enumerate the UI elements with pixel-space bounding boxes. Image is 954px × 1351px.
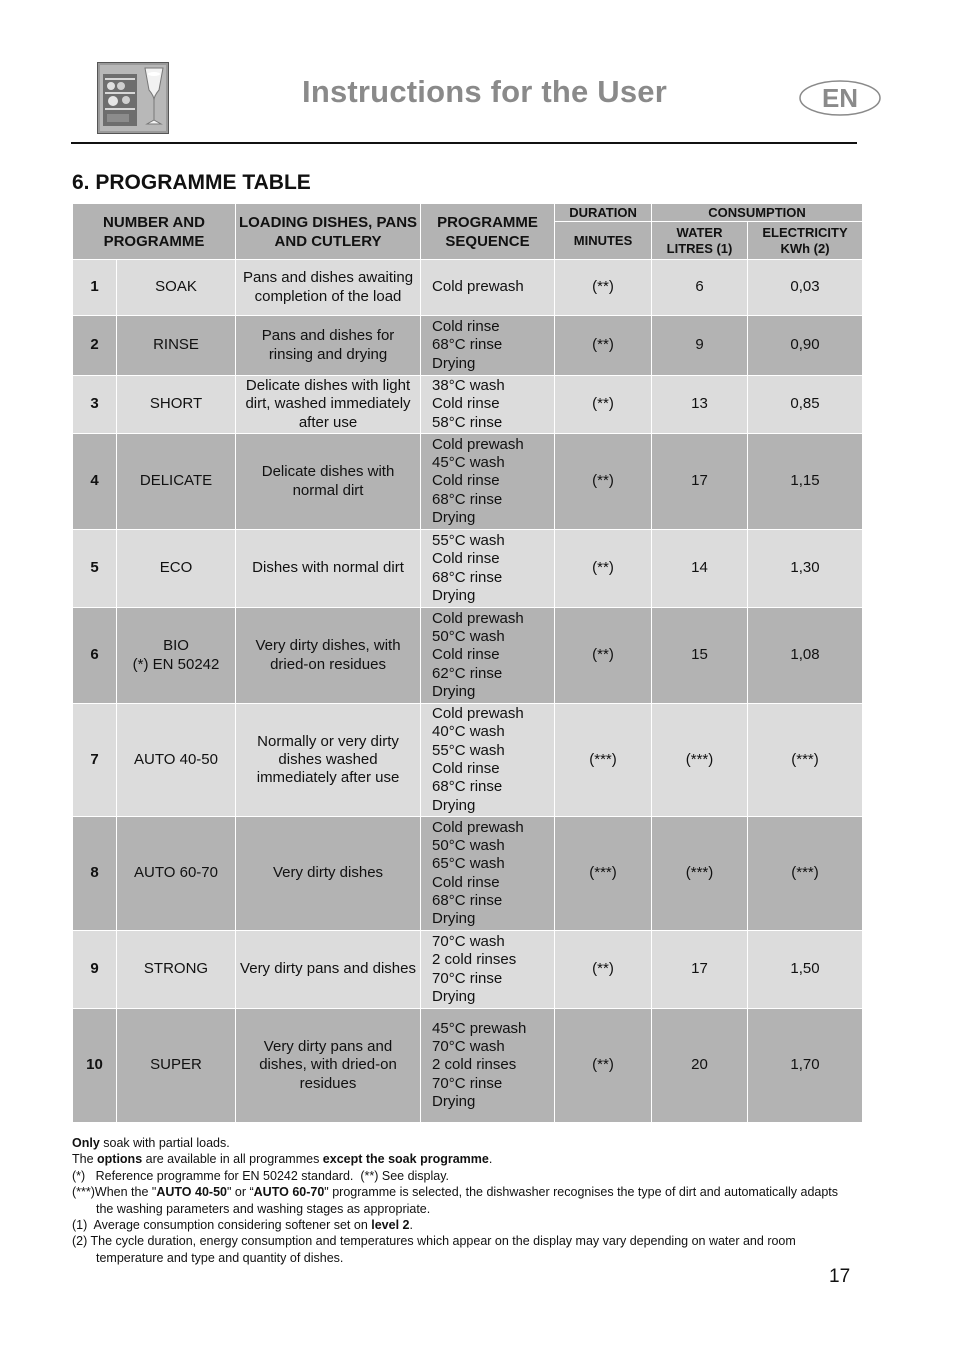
programme-sequence xyxy=(421,817,555,931)
programme-name-line: AUTO 60-70 xyxy=(134,864,218,882)
note-variation: (2) The cycle duration, energy consumption and temperatures which appear on the display may vary depending on water and room temperature and type and quantity of dishes. xyxy=(72,1234,796,1265)
note-options xyxy=(72,1151,852,1167)
note-auto-d: AUTO 60-70 xyxy=(253,1185,325,1200)
programme-name-line: SUPER xyxy=(150,1056,202,1074)
programme-sequence xyxy=(421,530,555,608)
water-consumption: 14 xyxy=(652,530,748,608)
sequence-step: Cold rinse xyxy=(432,873,500,891)
programme-name xyxy=(117,817,236,931)
programme-sequence xyxy=(421,260,555,316)
programme-name xyxy=(117,316,236,376)
programme-number: 7 xyxy=(73,704,117,817)
sequence-step: Drying xyxy=(432,508,476,526)
programme-name-line: STRONG xyxy=(143,960,209,978)
table-row xyxy=(73,434,863,530)
programme-name xyxy=(117,530,236,608)
sequence-step: Cold prewash xyxy=(432,435,524,453)
note-auto xyxy=(72,1184,852,1217)
programme-name-line: AUTO 40-50 xyxy=(134,750,218,768)
programme-sequence xyxy=(421,1009,555,1123)
note-reference: (*) Reference programme for EN 50242 standard. (**) See display. xyxy=(72,1168,450,1183)
header-sequence: PROGRAMME SEQUENCE xyxy=(421,204,555,260)
sequence-step: 45°C prewash xyxy=(432,1019,527,1037)
language-badge xyxy=(799,80,881,116)
sequence-step: Drying xyxy=(432,682,476,700)
header-electricity-line1: ELECTRICITY xyxy=(762,224,848,240)
sequence-step: 55°C wash xyxy=(432,531,505,549)
electricity-consumption: 0,03 xyxy=(748,260,863,316)
programme-sequence xyxy=(421,704,555,817)
note-soak-bold: Only xyxy=(72,1136,100,1150)
programme-name-line: BIO xyxy=(163,637,189,655)
programme-table xyxy=(72,203,863,1123)
sequence-step: 68°C rinse xyxy=(432,336,503,354)
duration-minutes: (***) xyxy=(555,704,652,817)
dishwasher-glass-icon xyxy=(97,62,169,134)
sequence-step: 62°C rinse xyxy=(432,664,503,682)
page-number: 17 xyxy=(829,1266,851,1287)
table-row xyxy=(73,530,863,608)
programme-number: 3 xyxy=(73,376,117,434)
table-row xyxy=(73,376,863,434)
sequence-step: 38°C wash xyxy=(432,377,505,395)
duration-minutes: (**) xyxy=(555,434,652,530)
sequence-step: 70°C rinse xyxy=(432,969,503,987)
duration-minutes: (***) xyxy=(555,817,652,931)
water-consumption: (***) xyxy=(652,704,748,817)
electricity-consumption: 1,08 xyxy=(748,608,863,704)
note-average-a: (1) Average consumption considering softener set on xyxy=(72,1218,372,1233)
note-options-e: . xyxy=(488,1152,493,1167)
note-options-c: are available in all programmes xyxy=(142,1152,323,1167)
sequence-step: 2 cold rinses xyxy=(432,1056,517,1074)
programme-sequence xyxy=(421,376,555,434)
sequence-step: Cold prewash xyxy=(432,705,524,723)
electricity-consumption: 1,50 xyxy=(748,931,863,1009)
water-consumption: 9 xyxy=(652,316,748,376)
note-auto-e: " programme is selected, the dishwasher recognises the type of dirt and automatically adapts the washing parameters and washing stages as appropriate. xyxy=(96,1185,839,1216)
duration-minutes: (**) xyxy=(555,376,652,434)
water-consumption: (***) xyxy=(652,817,748,931)
programme-name-line: DELICATE xyxy=(139,472,213,490)
programme-number: 1 xyxy=(73,260,117,316)
water-consumption: 17 xyxy=(652,434,748,530)
water-consumption: 20 xyxy=(652,1009,748,1123)
sequence-step: Drying xyxy=(432,1092,476,1110)
header-water xyxy=(652,222,748,260)
sequence-step: 65°C wash xyxy=(432,855,505,873)
sequence-step: 50°C wash xyxy=(432,628,505,646)
electricity-consumption: 0,85 xyxy=(748,376,863,434)
programme-number: 9 xyxy=(73,931,117,1009)
sequence-step: 45°C wash xyxy=(432,454,505,472)
note-options-a: The xyxy=(72,1152,98,1167)
electricity-consumption: 1,30 xyxy=(748,530,863,608)
sequence-step: 68°C rinse xyxy=(432,568,503,586)
sequence-step: 68°C rinse xyxy=(432,891,503,909)
sequence-step: 2 cold rinses xyxy=(432,951,517,969)
programme-number: 6 xyxy=(73,608,117,704)
loading-description: Normally or very dirty dishes washed immediately after use xyxy=(236,704,421,817)
loading-description: Dishes with normal dirt xyxy=(236,530,421,608)
programme-number: 2 xyxy=(73,316,117,376)
sequence-step: 70°C wash xyxy=(432,932,505,950)
note-soak-text: soak with partial loads. xyxy=(99,1136,230,1150)
table-row xyxy=(73,260,863,316)
sequence-step: Cold prewash xyxy=(432,609,524,627)
electricity-consumption: 1,70 xyxy=(748,1009,863,1123)
programme-number: 4 xyxy=(73,434,117,530)
programme-name xyxy=(117,1009,236,1123)
note-average-b: level 2 xyxy=(371,1218,410,1233)
sequence-step: Drying xyxy=(432,796,476,814)
sequence-step: 70°C rinse xyxy=(432,1074,503,1092)
programme-name-line: ECO xyxy=(159,559,193,577)
sequence-step: Drying xyxy=(432,910,476,928)
table-row xyxy=(73,316,863,376)
programme-name-line: (*) EN 50242 xyxy=(132,655,220,673)
sequence-step: 70°C wash xyxy=(432,1038,505,1056)
programme-name xyxy=(117,931,236,1009)
sequence-step: 55°C wash xyxy=(432,741,505,759)
note-average xyxy=(72,1217,852,1233)
header-water-line1: WATER xyxy=(676,224,723,240)
footnotes xyxy=(72,1135,852,1266)
sequence-step: 40°C wash xyxy=(432,723,505,741)
header-water-line2: LITRES (1) xyxy=(666,240,733,256)
sequence-step: Cold rinse xyxy=(432,472,500,490)
water-consumption: 6 xyxy=(652,260,748,316)
note-options-b: options xyxy=(97,1152,143,1167)
sequence-step: Drying xyxy=(432,354,476,372)
duration-minutes: (**) xyxy=(555,530,652,608)
duration-minutes: (**) xyxy=(555,1009,652,1123)
electricity-consumption: (***) xyxy=(748,817,863,931)
sequence-step: Drying xyxy=(432,987,476,1005)
page-title: Instructions for the User xyxy=(302,74,667,109)
electricity-consumption: 1,15 xyxy=(748,434,863,530)
programme-sequence xyxy=(421,931,555,1009)
section-heading: 6. PROGRAMME TABLE xyxy=(72,171,311,194)
header-divider xyxy=(71,142,857,144)
programme-sequence xyxy=(421,608,555,704)
sequence-step: Cold prewash xyxy=(432,818,524,836)
electricity-consumption: (***) xyxy=(748,704,863,817)
duration-minutes: (**) xyxy=(555,608,652,704)
sequence-step: Cold prewash xyxy=(432,278,524,296)
duration-minutes: (**) xyxy=(555,316,652,376)
sequence-step: Cold rinse xyxy=(432,760,500,777)
loading-description: Delicate dishes with normal dirt xyxy=(236,434,421,530)
sequence-step: 68°C rinse xyxy=(432,778,503,796)
header-number-and-programme: NUMBER AND PROGRAMME xyxy=(73,204,236,260)
programme-name-line: SHORT xyxy=(149,395,203,413)
loading-description: Pans and dishes for rinsing and drying xyxy=(236,316,421,376)
language-badge-text: EN xyxy=(821,83,859,113)
programme-name xyxy=(117,608,236,704)
water-consumption: 15 xyxy=(652,608,748,704)
sequence-step: 50°C wash xyxy=(432,836,505,854)
programme-name xyxy=(117,376,236,434)
sequence-step: Cold rinse xyxy=(432,395,500,413)
loading-description: Very dirty dishes xyxy=(236,817,421,931)
header-minutes: MINUTES xyxy=(555,222,652,260)
sequence-step: Drying xyxy=(432,586,476,604)
programme-name-line: SOAK xyxy=(155,278,197,296)
header-electricity-line2: KWh (2) xyxy=(780,240,830,256)
programme-number: 10 xyxy=(73,1009,117,1123)
programme-number: 8 xyxy=(73,817,117,931)
table-row xyxy=(73,608,863,704)
table-row xyxy=(73,1009,863,1123)
sequence-step: Cold rinse xyxy=(432,646,500,664)
sequence-step: 68°C rinse xyxy=(432,490,503,508)
water-consumption: 17 xyxy=(652,931,748,1009)
header-electricity xyxy=(748,222,863,260)
programme-table-body xyxy=(73,260,863,1123)
programme-number: 5 xyxy=(73,530,117,608)
note-options-d: except the soak programme xyxy=(322,1152,489,1167)
note-auto-b: AUTO 40-50 xyxy=(156,1185,227,1200)
loading-description: Delicate dishes with light dirt, washed immediately after use xyxy=(236,376,421,434)
note-soak xyxy=(72,1135,852,1151)
duration-minutes: (**) xyxy=(555,931,652,1009)
header-consumption: CONSUMPTION xyxy=(652,204,863,222)
loading-description: Very dirty pans and dishes, with dried-on residues xyxy=(236,1009,421,1123)
header-loading: LOADING DISHES, PANS AND CUTLERY xyxy=(236,204,421,260)
table-row xyxy=(73,704,863,817)
note-auto-c: " or “ xyxy=(226,1185,254,1200)
sequence-step: Cold rinse xyxy=(432,550,500,568)
programme-name xyxy=(117,260,236,316)
duration-minutes: (**) xyxy=(555,260,652,316)
loading-description: Very dirty pans and dishes xyxy=(236,931,421,1009)
note-auto-a: (***)When the " xyxy=(72,1185,157,1200)
loading-description: Pans and dishes awaiting completion of the load xyxy=(236,260,421,316)
programme-name xyxy=(117,704,236,817)
electricity-consumption: 0,90 xyxy=(748,316,863,376)
sequence-step: Cold rinse xyxy=(432,318,500,336)
programme-name-line: RINSE xyxy=(153,336,199,354)
loading-description: Very dirty dishes, with dried-on residues xyxy=(236,608,421,704)
note-average-c: . xyxy=(409,1218,413,1233)
programme-sequence xyxy=(421,316,555,376)
header-duration: DURATION xyxy=(555,204,652,222)
table-row xyxy=(73,931,863,1009)
table-row xyxy=(73,817,863,931)
programme-name xyxy=(117,434,236,530)
sequence-step: 58°C rinse xyxy=(432,413,503,431)
programme-sequence xyxy=(421,434,555,530)
water-consumption: 13 xyxy=(652,376,748,434)
